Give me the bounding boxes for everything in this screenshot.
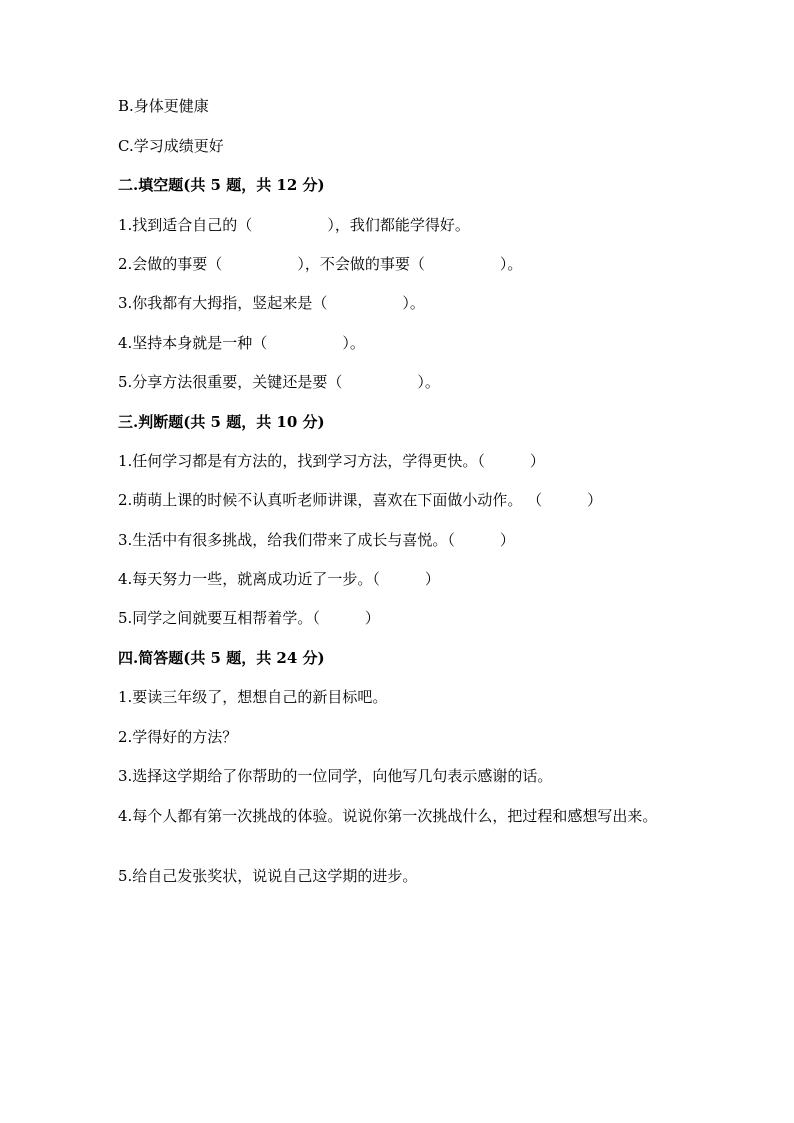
fill-blank-question-3: 3.你我都有大拇指，竖起来是（ ）。 — [118, 294, 425, 312]
short-answer-question-5: 5.给自己发张奖状，说说自己这学期的进步。 — [118, 867, 418, 885]
section-heading-fill-blank: 二.填空题(共 5 题，共 12 分) — [118, 176, 325, 194]
short-answer-question-3: 3.选择这学期给了你帮助的一位同学，向他写几句表示感谢的话。 — [118, 767, 553, 785]
short-answer-question-1: 1.要读三年级了，想想自己的新目标吧。 — [118, 688, 388, 706]
fill-blank-question-5: 5.分享方法很重要，关键还是要（ ）。 — [118, 373, 440, 391]
option-b: B.身体更健康 — [118, 97, 209, 115]
true-false-question-2: 2.萌萌上课的时候不认真听老师讲课，喜欢在下面做小动作。 （ ） — [118, 491, 603, 509]
true-false-question-4: 4.每天努力一些，就离成功近了一步。（ ） — [118, 570, 440, 588]
true-false-question-3: 3.生活中有很多挑战，给我们带来了成长与喜悦。（ ） — [118, 531, 515, 549]
true-false-question-5: 5.同学之间就要互相帮着学。（ ） — [118, 609, 380, 627]
option-c: C.学习成绩更好 — [118, 137, 224, 155]
fill-blank-question-1: 1.找到适合自己的（ ），我们都能学得好。 — [118, 216, 470, 234]
short-answer-question-2: 2.学得好的方法？ — [118, 728, 238, 746]
section-heading-short-answer: 四.简答题(共 5 题，共 24 分) — [118, 649, 325, 667]
true-false-question-1: 1.任何学习都是有方法的，找到学习方法，学得更快。（ ） — [118, 452, 545, 470]
short-answer-question-4: 4.每个人都有第一次挑战的体验。说说你第一次挑战什么，把过程和感想写出来。 — [118, 807, 658, 825]
fill-blank-question-2: 2.会做的事要（ ），不会做的事要（ ）。 — [118, 255, 523, 273]
fill-blank-question-4: 4.坚持本身就是一种（ ）。 — [118, 334, 365, 352]
section-heading-true-false: 三.判断题(共 5 题，共 10 分) — [118, 413, 325, 431]
